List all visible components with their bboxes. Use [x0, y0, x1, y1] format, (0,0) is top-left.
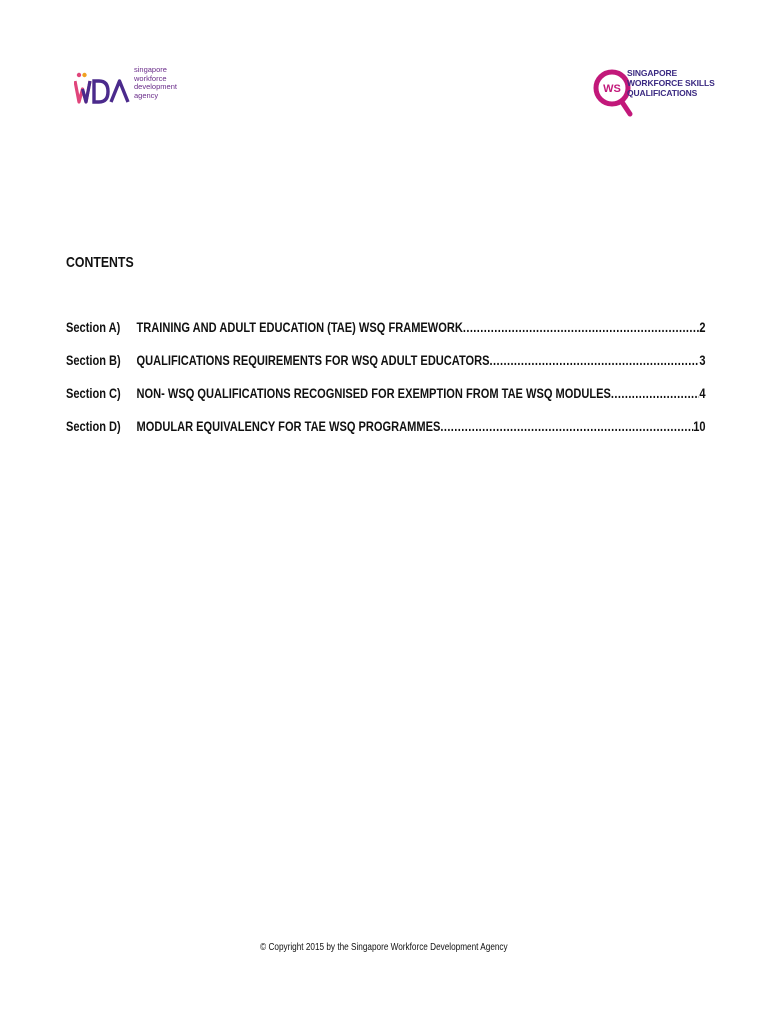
wda-logo-mark — [74, 72, 132, 106]
table-of-contents — [66, 320, 706, 452]
wda-logo — [74, 64, 184, 116]
wsq-logo — [592, 58, 722, 122]
toc-title: TRAINING AND ADULT EDUCATION (TAE) WSQ FRAMEWORK — [136, 320, 463, 335]
copyright-notice: © Copyright 2015 by the Singapore Workforce Development Agency — [260, 942, 508, 953]
wsq-logo-line: WORKFORCE SKILLS — [627, 78, 715, 88]
toc-section-label: Section D) — [66, 419, 121, 434]
wsq-logo-text — [627, 68, 715, 98]
toc-section-label: Section B) — [66, 353, 121, 368]
toc-leader-dots — [611, 386, 700, 401]
toc-section-label: Section A) — [66, 320, 121, 335]
wsq-logo-line: QUALIFICATIONS — [627, 88, 698, 98]
toc-entry-section-a[interactable] — [66, 320, 706, 353]
wda-logo-line: agency — [134, 90, 159, 100]
toc-leader-dots — [440, 419, 693, 434]
svg-text:WS: WS — [603, 83, 621, 95]
toc-page-number: 3 — [699, 353, 706, 368]
toc-entry-section-b[interactable] — [66, 353, 706, 386]
toc-entry-section-d[interactable] — [66, 419, 706, 452]
toc-leader-dots — [463, 320, 700, 335]
wda-logo-line: workforce — [134, 73, 167, 83]
toc-page-number: 10 — [693, 419, 706, 434]
toc-entry-section-c[interactable] — [66, 386, 706, 419]
toc-page-number: 4 — [699, 386, 706, 401]
toc-title: MODULAR EQUIVALENCY FOR TAE WSQ PROGRAMMES — [136, 419, 441, 434]
toc-section-label: Section C) — [66, 386, 121, 401]
toc-page-number: 2 — [699, 320, 706, 335]
wda-logo-text — [134, 66, 177, 100]
wsq-logo-line: SINGAPORE — [627, 68, 678, 78]
footer — [0, 942, 768, 953]
contents-heading: CONTENTS — [66, 254, 134, 271]
wda-logo-line: singapore — [134, 65, 167, 74]
toc-title: QUALIFICATIONS REQUIREMENTS FOR WSQ ADULT EDUCATORS — [136, 353, 490, 368]
toc-leader-dots — [490, 353, 700, 368]
toc-title: NON- WSQ QUALIFICATIONS RECOGNISED FOR EXEMPTION FROM TAE WSQ MODULES — [136, 386, 611, 401]
wda-logo-line: development — [134, 82, 177, 91]
